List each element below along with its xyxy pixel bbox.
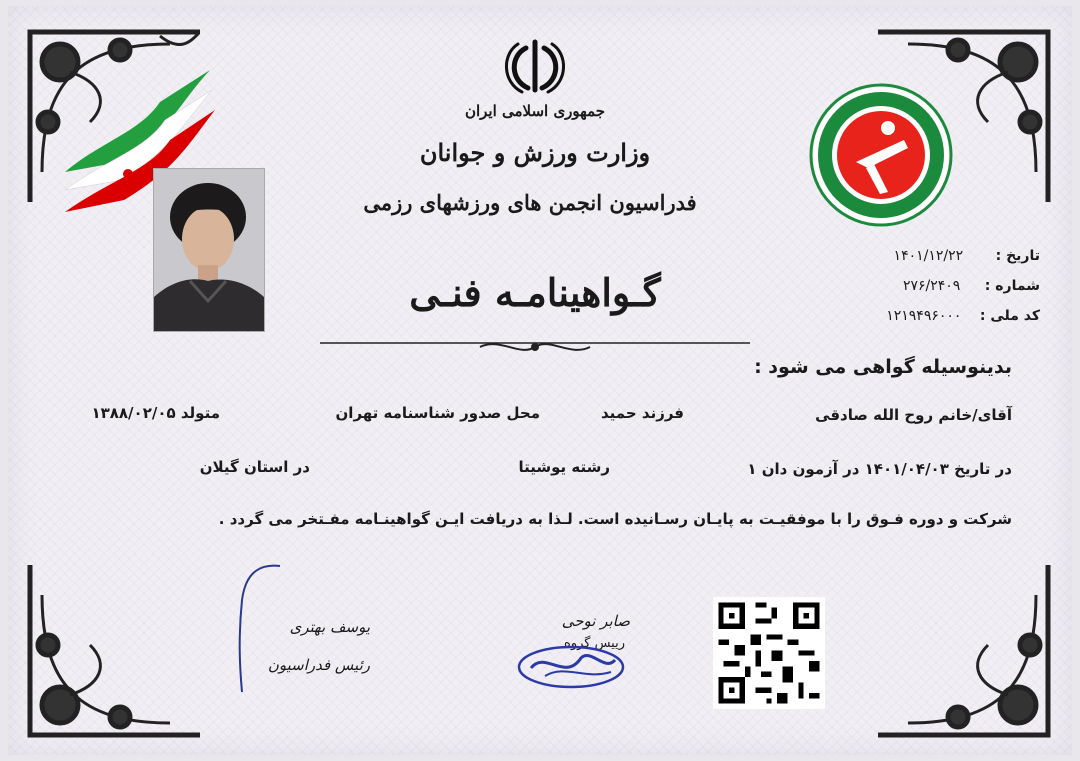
number-value: ۲۷۶/۲۴۰۹ [902,278,961,294]
number-row [840,278,1040,294]
corner-ornament-bottom-right [868,555,1058,745]
national-id-row [840,308,1040,324]
president-title: رئیس فدراسیون [267,656,370,674]
exam-field [712,460,1012,478]
issue-place-value: تهران [335,404,379,422]
date-value: ۱۴۰۱/۱۲/۲۲ [893,248,964,264]
field-value: یوشیتا [518,458,567,476]
issue-place-label: محل صدور شناسنامه [383,404,540,422]
date-label: تاریخ : [995,248,1040,264]
name-label: آقای/خانم [938,406,1012,424]
certificate-title: گـواهینامـه فنـی [409,270,661,315]
name-value: روح الله صادقی [815,406,934,424]
group-head-title: رییس گروه [564,636,625,651]
national-id-label: کد ملی : [979,308,1040,324]
exam-date-value: ۱۴۰۱/۰۴/۰۳ [864,460,949,478]
birth-value: ۱۳۸۸/۰۲/۰۵ [91,404,176,422]
verification-qr-code [713,597,825,709]
province-label: در استان [243,458,310,476]
closing-line: شرکت و دوره فـوق را با موفقیـت به پایـان رسـانیده است. لـذا به دریافت ایـن گواهینـامه مفـتخر می گردد . [218,510,1012,528]
name-field [812,406,1012,424]
father-value: حمید [601,404,637,422]
federation-heading: فدراسیون انجمن های ورزشهای رزمی [363,190,697,215]
corner-ornament-bottom-left [20,555,210,745]
ornamental-divider [320,335,750,357]
field-of-study [490,458,610,476]
field-label: رشته [571,458,610,476]
exam-date-label: در تاریخ [954,460,1012,478]
group-head-stamp [515,642,630,690]
province-field [150,458,310,476]
national-id-value: ۱۲۱۹۴۹۶۰۰۰ [886,308,962,324]
federation-logo [808,82,954,228]
republic-heading: جمهوری اسلامی ایران [464,102,606,120]
date-row [840,248,1040,264]
exam-label: در آزمون دان [761,460,860,478]
ministry-heading: وزارت ورزش و جوانان [419,138,651,167]
number-label: شماره : [984,278,1040,294]
exam-value: ۱ [747,460,757,478]
birth-field [70,404,220,422]
father-label: فرزند [641,404,684,422]
president-name: یوسف بهتری [289,618,370,636]
birth-label: متولد [180,404,220,422]
issue-place-field [320,404,540,422]
holder-photo [153,168,265,332]
father-field [544,404,684,422]
iran-emblem-icon [500,36,570,96]
group-head-name: صابر نوحی [561,612,630,630]
intro-line: بدینوسیله گواهی می شود : [754,356,1012,378]
province-value: گیلان [199,458,239,476]
